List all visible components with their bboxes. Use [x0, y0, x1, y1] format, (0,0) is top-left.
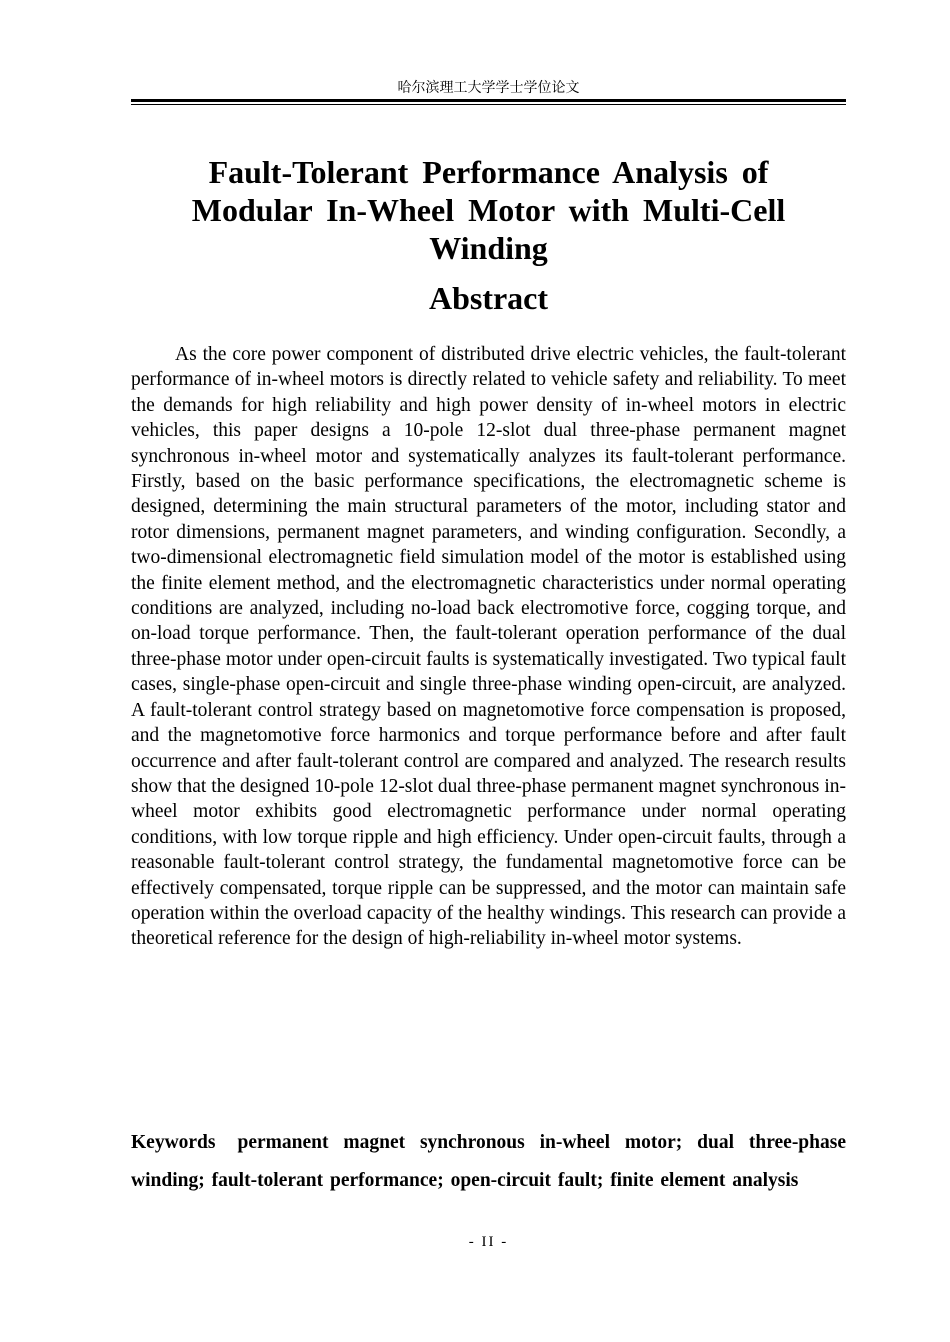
keywords-label: Keywords — [131, 1132, 216, 1153]
header-rule-thick — [131, 99, 846, 102]
abstract-body: As the core power component of distributed drive electric vehicles, the fault-tolerant performance of in-wheel motors is directly related to vehicle safety and reliability. To meet the demands for high reliability and high power density of in-wheel motors in electric vehicles, this paper designs a 10-pole 12-slot dual three-phase permanent magnet synchronous in-wheel motor and systematically analyzes its fault-tolerant performance. Firstly, based on the basic performance specifications, the electromagnetic scheme is designed, determining the main structural parameters of the motor, including stator and rotor dimensions, permanent magnet parameters, and winding configuration. Secondly, a two-dimensional electromagnetic field simulation model of the motor is established using the finite element method, and the electromagnetic characteristics under normal operating conditions are analyzed, including no-load back electromotive force, cogging torque, and on-load torque performance. Then, the fault-tolerant operation performance of the dual three-phase motor under open-circuit faults is systematically investigated. Two typical fault cases, single-phase open-circuit and single three-phase winding open-circuit, are analyzed. A fault-tolerant control strategy based on magnetomotive force compensation is proposed, and the magnetomotive force harmonics and torque performance before and after fault occurrence and after fault-tolerant control are compared and analyzed. The research results show that the designed 10-pole 12-slot dual three-phase permanent magnet synchronous in-wheel motor exhibits good electromagnetic performance under normal operating conditions, with low torque ripple and high efficiency. Under open-circuit faults, through a reasonable fault-tolerant control strategy, the fundamental magnetomotive force can be effectively compensated, torque ripple can be suppressed, and the motor can maintain safe operation within the overload capacity of the healthy windings. This research can provide a theoretical reference for the design of high-reliability in-wheel motor systems. — [131, 344, 846, 950]
running-header: 哈尔滨理工大学学士学位论文 — [397, 80, 580, 96]
paper-title-line-3: Winding — [429, 230, 548, 266]
abstract-heading: Abstract — [428, 280, 549, 316]
paper-title-line-1: Fault-Tolerant Performance Analysis of — [208, 154, 769, 190]
header-rule-thin — [131, 104, 846, 105]
paper-title — [131, 153, 846, 267]
page-number: - II - — [468, 1234, 509, 1250]
keywords-paragraph — [131, 1124, 846, 1200]
paper-title-line-2: Modular In-Wheel Motor with Multi-Cell — [191, 192, 786, 228]
keywords-text: permanent magnet synchronous in-wheel motor; dual three-phase winding; fault-tolerant performance; open-circuit fault; finite element analysis — [131, 1132, 846, 1191]
